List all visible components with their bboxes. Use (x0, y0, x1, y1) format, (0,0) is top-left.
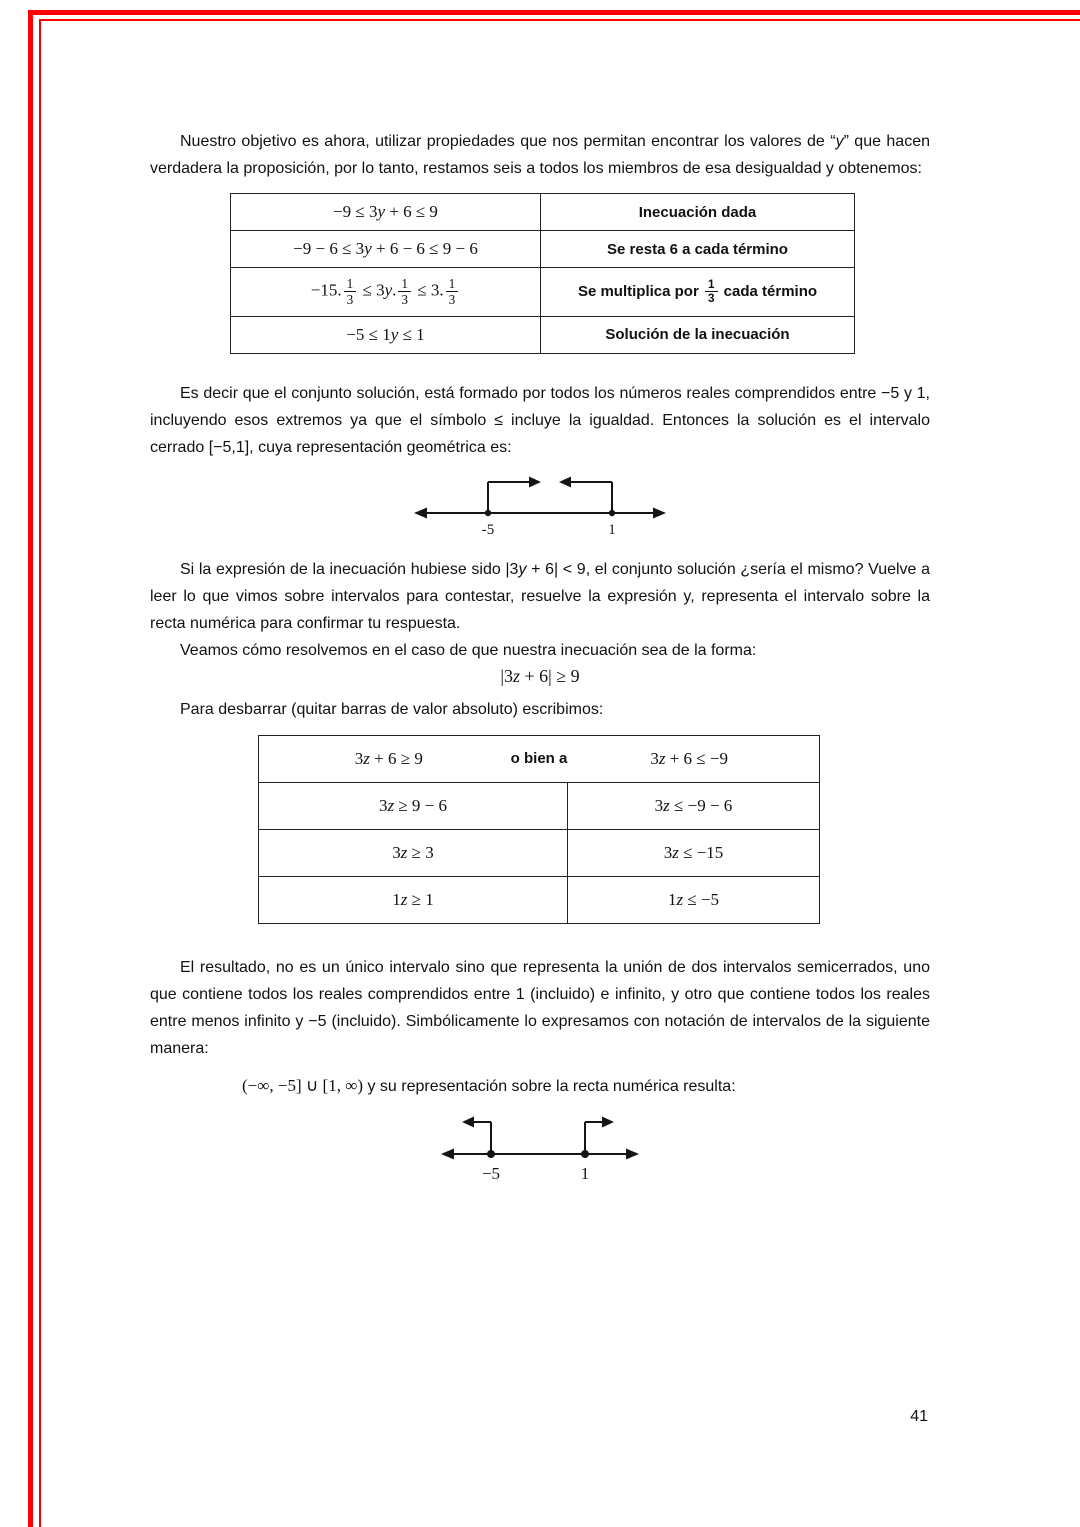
equation-cell: −15. $\frac{1}{3}$ ≤ 3y. $\frac{1}{3}$ ≤ 3. $\frac{1}{3}$ (231, 268, 541, 317)
table-row (231, 231, 855, 268)
case-left-cell: 3z ≥ 9 − 6 (259, 782, 568, 829)
page-border-left-thin (39, 19, 41, 1527)
table-row (259, 782, 820, 829)
case-right-cell: 3z ≤ −9 − 6 (568, 782, 820, 829)
case-right-cell: 3z ≤ −15 (568, 829, 820, 876)
content-area (150, 128, 930, 1191)
table-row (259, 876, 820, 923)
page-border-top-thin (39, 19, 1080, 21)
number-line-closed-interval (410, 467, 670, 539)
union-intervals-diagram (150, 1108, 930, 1191)
left-endpoint-label: −5 (481, 1163, 501, 1183)
number-line-union-intervals (435, 1108, 645, 1186)
paragraph-objective: Nuestro objetivo es ahora, utilizar propiedades que nos permitan encontrar los valores de “y” que hacen verdadera la proposición, por lo tanto, restamos seis a todos los miembros de esa desigualdad y obtenemos: (150, 133, 930, 177)
or-connector-label: o bien a (510, 750, 568, 767)
description-cell: Inecuación dada (541, 194, 855, 231)
equation-cell: −9 − 6 ≤ 3y + 6 − 6 ≤ 9 − 6 (231, 231, 541, 268)
absolute-value-cases-table (258, 735, 820, 924)
left-endpoint-label: -5 (481, 521, 495, 538)
page-number: 41 (910, 1408, 928, 1425)
paragraph-desbarrar: Para desbarrar (quitar barras de valor absoluto) escribimos: (180, 700, 604, 718)
number-line (449, 1122, 631, 1154)
cases-header-cell (259, 735, 820, 782)
equation-cell: −9 ≤ 3y + 6 ≤ 9 (231, 194, 541, 231)
description-cell: Se resta 6 a cada término (541, 231, 855, 268)
case-left-equation: 3z + 6 ≥ 9 (354, 748, 423, 768)
description-cell: Solución de la inecuación (541, 316, 855, 353)
case-left-cell: 1z ≥ 1 (259, 876, 568, 923)
page-border-left-thick (28, 10, 33, 1527)
right-endpoint-label: 1 (608, 521, 616, 538)
inequality-steps-table (230, 193, 855, 354)
case-left-cell: 3z ≥ 3 (259, 829, 568, 876)
table-row (231, 268, 855, 317)
interval-notation: (−∞, −5] ∪ [1, ∞) (242, 1075, 364, 1095)
table-row (259, 735, 820, 782)
paragraph-question: Si la expresión de la inecuación hubiese sido |3y + 6| < 9, el conjunto solución ¿sería el mismo? Vuelve a leer lo que vimos sobre intervalos para contestar, resuelve la expresión y, representa el intervalo sobre la recta numérica para confirmar tu respuesta. (150, 560, 930, 632)
case-right-equation: 3z + 6 ≤ −9 (650, 748, 728, 768)
absolute-value-inequality: |3z + 6| ≥ 9 (500, 665, 580, 686)
closed-interval-diagram (150, 467, 930, 544)
table-row (259, 829, 820, 876)
number-line (422, 482, 658, 513)
table-row (231, 194, 855, 231)
right-endpoint-label: 1 (580, 1163, 590, 1183)
equation-cell: −5 ≤ 1y ≤ 1 (231, 316, 541, 353)
interval-notation-caption: y su representación sobre la recta numérica resulta: (363, 1077, 736, 1095)
paragraph-solution-set: Es decir que el conjunto solución, está formado por todos los números reales comprendidos entre −5 y 1, incluyendo esos extremos ya que el símbolo ≤ incluye la igualdad. Entonces la solución es el intervalo cerrado [−5,1], cuya representación geométrica es: (150, 384, 930, 456)
interval-notation-line (242, 1072, 930, 1100)
description-cell: Se multiplica por $\frac{1}{3}$ cada término (541, 268, 855, 317)
paragraph-resultado: El resultado, no es un único intervalo sino que representa la unión de dos intervalos semicerrados, uno que contiene todos los reales comprendidos entre 1 (incluido) e infinito, y otro que contiene todos los reales entre menos infinito y −5 (incluido). Simbólicamente lo expresamos con notación de intervalos de la siguiente manera: (150, 958, 930, 1057)
paragraph-veamos: Veamos cómo resolvemos en el caso de que nuestra inecuación sea de la forma: (180, 641, 757, 659)
case-right-cell: 1z ≤ −5 (568, 876, 820, 923)
table-row (231, 316, 855, 353)
page-border-top-thick (28, 10, 1080, 15)
